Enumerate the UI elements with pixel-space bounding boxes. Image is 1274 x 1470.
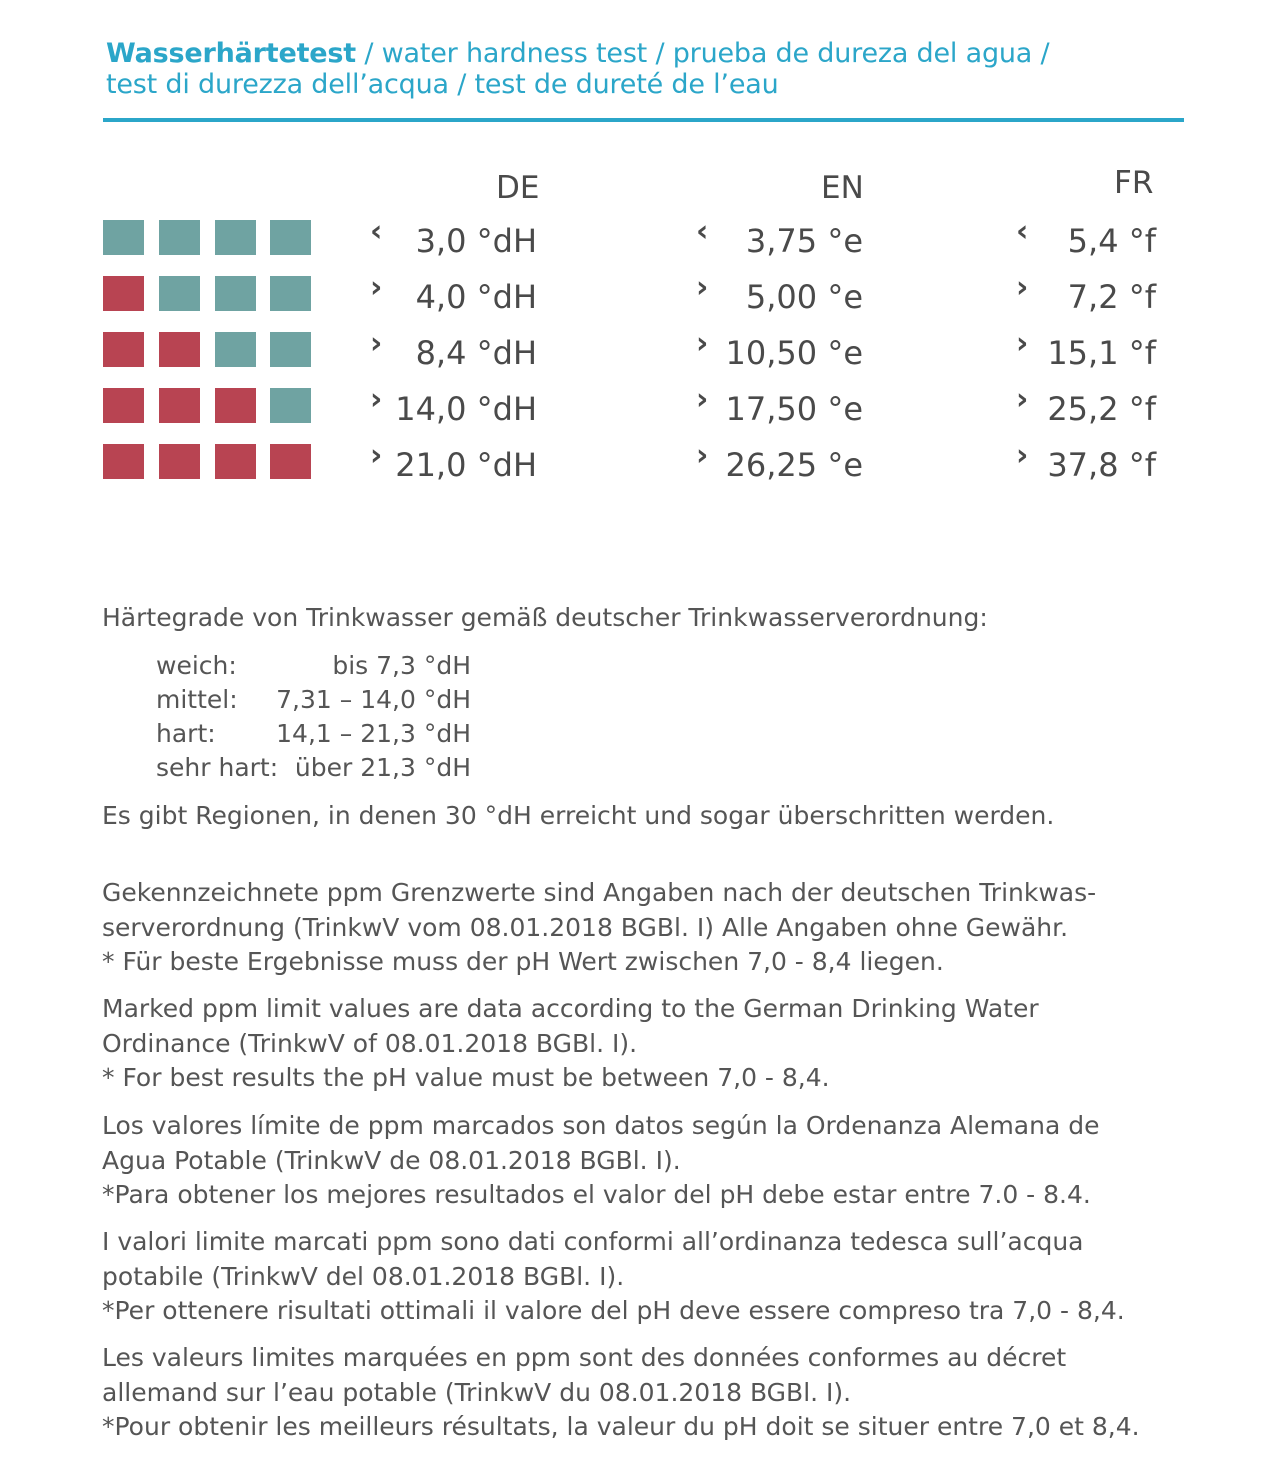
- grade-range: über 21,3 °dH: [294, 753, 471, 782]
- en-compare-symbol: ›: [696, 438, 709, 473]
- square-teal: [270, 332, 311, 367]
- square-red: [159, 388, 200, 423]
- disclaimer-line: Agua Potable (TrinkwV de 08.01.2018 BGBl. I).: [102, 1145, 681, 1175]
- grade-range: 7,31 – 14,0 °dH: [276, 685, 471, 714]
- de-compare-symbol: ‹: [370, 214, 383, 249]
- disclaimer-line: Les valeurs limites marquées en ppm sont des données conformes au décret: [102, 1343, 1067, 1372]
- square-red: [103, 276, 144, 311]
- hardness-row: [0, 270, 1274, 332]
- square-red: [270, 444, 311, 479]
- de-compare-symbol: ›: [370, 270, 383, 305]
- grade-label: weich:: [156, 651, 237, 680]
- square-teal: [159, 220, 200, 255]
- hardness-row: [0, 326, 1274, 388]
- en-compare-symbol: ›: [696, 326, 709, 361]
- fr-value: 25,2 °f: [1047, 390, 1156, 428]
- hardness-row: [0, 438, 1274, 500]
- disclaimer-paragraph: [102, 1225, 1180, 1329]
- disclaimer-line: *Para obtener los mejores resultados el valor del pH debe estar entre 7.0 - 8.4.: [102, 1180, 1091, 1209]
- disclaimer-line: serverordnung (TrinkwV vom 08.01.2018 BGBl. I) Alle Angaben ohne Gewähr.: [102, 912, 1069, 942]
- title-divider: [103, 118, 1184, 122]
- title-line-1: [106, 38, 1186, 69]
- square-teal: [215, 220, 256, 255]
- en-compare-symbol: ›: [696, 382, 709, 417]
- de-value: 21,0 °dH: [395, 446, 537, 484]
- square-red: [159, 332, 200, 367]
- square-red: [103, 332, 144, 367]
- disclaimer-line: allemand sur l’eau potable (TrinkwV du 08.01.2018 BGBl. I).: [102, 1377, 852, 1407]
- square-teal: [270, 388, 311, 423]
- square-teal: [103, 220, 144, 255]
- hardness-row: [0, 214, 1274, 276]
- fr-compare-symbol: ›: [1016, 326, 1029, 361]
- disclaimer-paragraph: [102, 1341, 1180, 1445]
- de-value: 3,0 °dH: [415, 222, 537, 260]
- en-compare-symbol: ›: [696, 270, 709, 305]
- disclaimer-line: * Für beste Ergebnisse muss der pH Wert zwischen 7,0 - 8,4 liegen.: [102, 947, 944, 976]
- en-value: 3,75 °e: [745, 222, 863, 260]
- square-teal: [270, 220, 311, 255]
- square-red: [215, 444, 256, 479]
- page-title: [106, 38, 1186, 100]
- title-bold: Wasserhärtetest: [106, 38, 356, 69]
- en-value: 5,00 °e: [745, 278, 863, 316]
- disclaimer-line: Gekennzeichnete ppm Grenzwerte sind Angaben nach der deutschen Trinkwas-: [102, 878, 1097, 907]
- de-value: 8,4 °dH: [415, 334, 537, 372]
- en-compare-symbol: ‹: [696, 214, 709, 249]
- disclaimer-line: * For best results the pH value must be between 7,0 - 8,4.: [102, 1063, 830, 1092]
- column-header-fr: FR: [1114, 165, 1154, 201]
- disclaimer-line: Ordinance (TrinkwV of 08.01.2018 BGBl. I).: [102, 1028, 638, 1058]
- de-compare-symbol: ›: [370, 326, 383, 361]
- fr-compare-symbol: ›: [1016, 270, 1029, 305]
- de-value: 14,0 °dH: [395, 390, 537, 428]
- fr-value: 7,2 °f: [1067, 278, 1156, 316]
- disclaimer-paragraph: [102, 992, 1180, 1096]
- disclaimer-paragraph: [102, 876, 1180, 980]
- square-teal: [159, 276, 200, 311]
- disclaimer-line: I valori limite marcati ppm sono dati conformi all’ordinanza tedesca sull’acqua: [102, 1227, 1084, 1256]
- regions-note: Es gibt Regionen, in denen 30 °dH erreicht und sogar überschritten werden.: [102, 801, 1055, 830]
- grade-label: mittel:: [156, 685, 238, 714]
- fr-value: 15,1 °f: [1047, 334, 1156, 372]
- disclaimer-line: *Pour obtenir les meilleurs résultats, la valeur du pH doit se situer entre 7,0 et 8,4.: [102, 1412, 1140, 1441]
- fr-value: 5,4 °f: [1067, 222, 1156, 260]
- grade-label: sehr hart:: [156, 753, 279, 782]
- square-teal: [215, 276, 256, 311]
- square-red: [103, 444, 144, 479]
- de-value: 4,0 °dH: [415, 278, 537, 316]
- en-value: 26,25 °e: [725, 446, 863, 484]
- en-value: 10,50 °e: [725, 334, 863, 372]
- square-teal: [215, 332, 256, 367]
- de-compare-symbol: ›: [370, 382, 383, 417]
- fr-compare-symbol: ›: [1016, 382, 1029, 417]
- hardness-row: [0, 382, 1274, 444]
- fr-value: 37,8 °f: [1047, 446, 1156, 484]
- hardness-intro: Härtegrade von Trinkwasser gemäß deutscher Trinkwasserverordnung:: [102, 603, 988, 632]
- disclaimer-line: Marked ppm limit values are data according to the German Drinking Water: [102, 994, 1039, 1023]
- disclaimer-line: *Per ottenere risultati ottimali il valore del pH deve essere compreso tra 7,0 - 8,4.: [102, 1296, 1125, 1325]
- grade-range: 14,1 – 21,3 °dH: [276, 719, 471, 748]
- de-compare-symbol: ›: [370, 438, 383, 473]
- square-red: [159, 444, 200, 479]
- fr-compare-symbol: ‹: [1016, 214, 1029, 249]
- fr-compare-symbol: ›: [1016, 438, 1029, 473]
- square-red: [215, 388, 256, 423]
- column-header-de: DE: [496, 170, 540, 206]
- column-header-en: EN: [821, 170, 864, 206]
- grade-range: bis 7,3 °dH: [332, 651, 471, 680]
- title-rest: / water hardness test / prueba de dureza del agua /: [355, 38, 1050, 69]
- title-line-2: test di durezza dell’acqua / test de dureté de l’eau: [106, 69, 779, 100]
- en-value: 17,50 °e: [725, 390, 863, 428]
- square-teal: [270, 276, 311, 311]
- disclaimer-line: Los valores límite de ppm marcados son datos según la Ordenanza Alemana de: [102, 1111, 1100, 1140]
- square-red: [103, 388, 144, 423]
- grade-label: hart:: [156, 719, 216, 748]
- disclaimer-paragraph: [102, 1109, 1180, 1213]
- disclaimer-line: potabile (TrinkwV del 08.01.2018 BGBl. I).: [102, 1261, 625, 1291]
